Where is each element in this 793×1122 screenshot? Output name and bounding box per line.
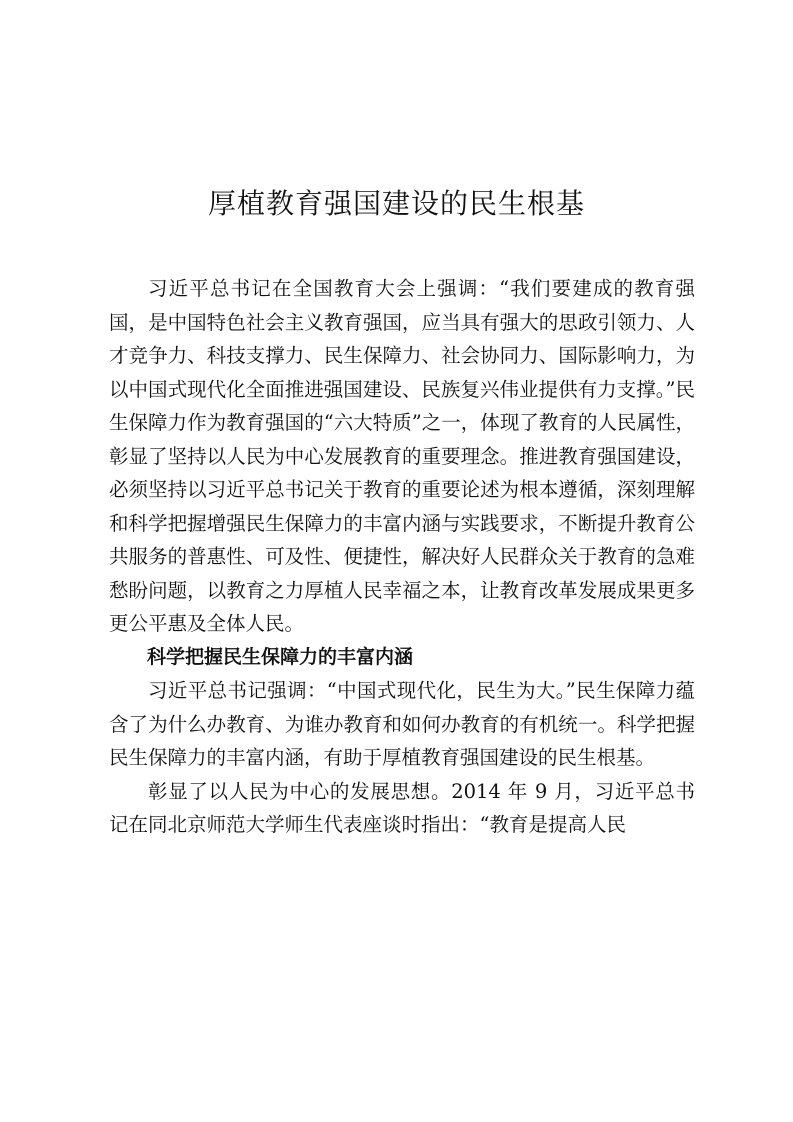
- section-heading: 科学把握民生保障力的丰富内涵: [147, 645, 414, 668]
- document-body: [109, 272, 695, 842]
- document-title: 厚植教育强国建设的民生根基: [207, 187, 585, 220]
- section-paragraph-1: 习近平总书记强调：“中国式现代化，民生为大。”民生保障力蕴含了为什么办教育、为谁办教育和如何办教育的有机统一。科学把握民生保障力的丰富内涵，有助于厚植教育强国建设的民生根基。: [109, 679, 695, 769]
- section-paragraph-2: 彰显了以人民为中心的发展思想。2014 年 9 月，习近平总书记在同北京师范大学师生代表座谈时指出：“教育是提高人民: [109, 779, 695, 836]
- intro-paragraph: 习近平总书记在全国教育大会上强调：“我们要建成的教育强国，是中国特色社会主义教育强国，应当具有强大的思政引领力、人才竞争力、科技支撑力、民生保障力、社会协同力、国际影响力，为以中国式现代化全面推进强国建设、民族复兴伟业提供有力支撑。”民生保障力作为教育强国的“六大特质”之一，体现了教育的人民属性，彰显了坚持以人民为中心发展教育的重要理念。推进教育强国建设，必须坚持以习近平总书记关于教育的重要论述为根本遵循，深刻理解和科学把握增强民生保障力的丰富内涵与实践要求，不断提升教育公共服务的普惠性、可及性、便捷性，解决好人民群众关于教育的急难愁盼问题，以教育之力厚植人民幸福之本，让教育改革发展成果更多更公平惠及全体人民。: [109, 277, 695, 635]
